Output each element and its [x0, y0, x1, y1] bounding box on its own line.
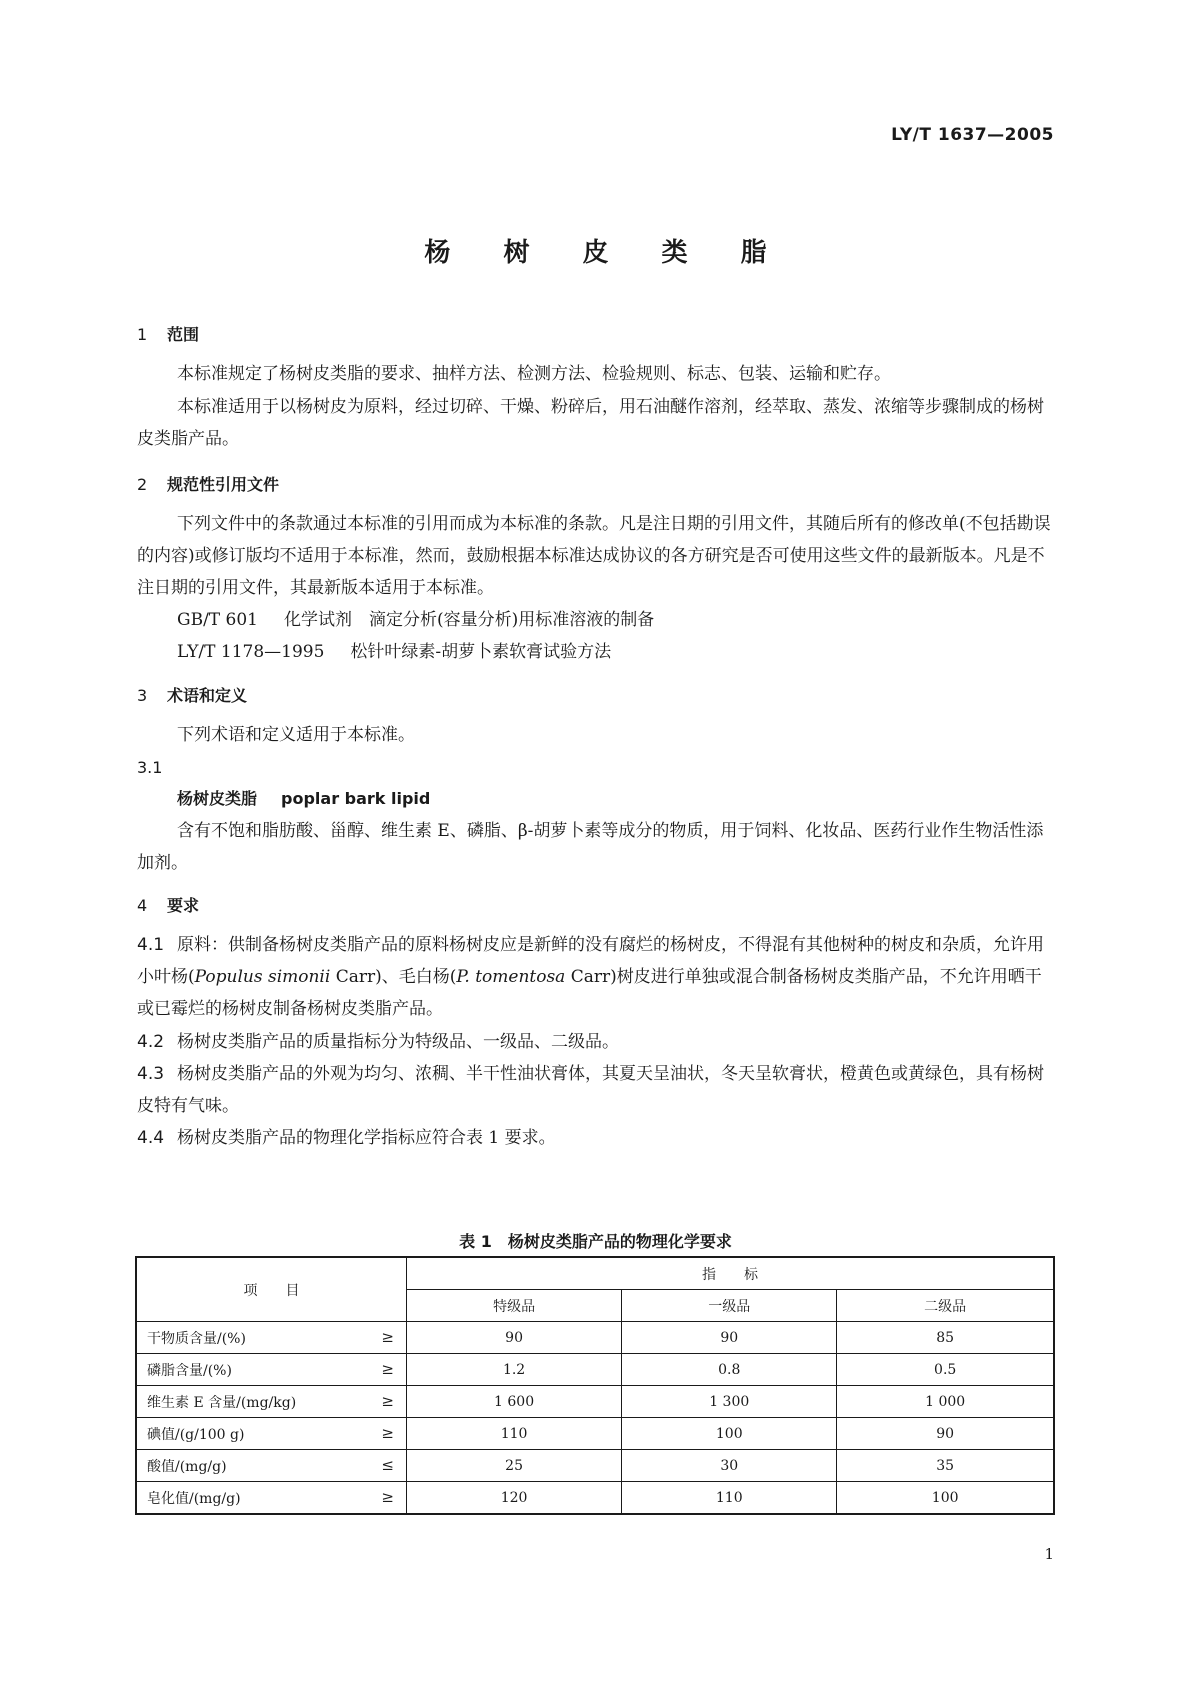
item-label: 维生素 E 含量/(mg/kg) [147, 1394, 297, 1411]
section-number: 2 [137, 475, 148, 494]
term-chinese: 杨树皮类脂 [177, 789, 258, 808]
term-definition: 含有不饱和脂肪酸、甾醇、维生素 E、磷脂、β-胡萝卜素等成分的物质，用于饲料、化妆品、医药行业作生物活性添加剂。 [137, 821, 1044, 873]
term-entry [177, 786, 430, 809]
section-number: 4 [137, 896, 148, 915]
latin-name: Populus simonii [194, 967, 331, 987]
value-cell: 35 [837, 1450, 1054, 1482]
standard-code: LY/T 1637—2005 [891, 125, 1054, 145]
grade-header: 一级品 [622, 1290, 837, 1322]
section-1-para-2: 本标准适用于以杨树皮为原料，经过切碎、干燥、粉碎后，用石油醚作溶剂，经萃取、蒸发、浓缩等步骤制成的杨树皮类脂产品。 [137, 397, 1044, 449]
value-cell: 90 [622, 1322, 837, 1354]
item-cell [136, 1386, 407, 1418]
item-cell [136, 1450, 407, 1482]
section-number: 3 [137, 686, 148, 705]
reference-item [177, 637, 611, 662]
comparison-symbol: ≥ [381, 1360, 394, 1378]
comparison-symbol: ≥ [381, 1392, 394, 1410]
comparison-symbol: ≥ [381, 1328, 394, 1346]
item-label: 磷脂含量/(%) [147, 1362, 232, 1379]
document-title: 杨 树 皮 类 脂 [424, 238, 789, 268]
section-2-para-1: 下列文件中的条款通过本标准的引用而成为本标准的条款。凡是注日期的引用文件，其随后所有的修改单(不包括勘误的内容)或修订版均不适用于本标准，然而，鼓励根据本标准达成协议的各方研究是否可使用这些文件的最新版本。凡是不注日期的引用文件，其最新版本适用于本标准。 [137, 514, 1051, 598]
clause-text: Carr)、毛白杨( [330, 967, 457, 987]
value-cell: 1 600 [407, 1386, 622, 1418]
value-cell: 30 [622, 1450, 837, 1482]
table-row [136, 1354, 1054, 1386]
comparison-symbol: ≥ [381, 1488, 394, 1506]
clause-4-1 [137, 929, 1055, 1025]
clause-4-4 [137, 1122, 1055, 1154]
value-cell: 25 [407, 1450, 622, 1482]
value-cell: 1 000 [837, 1386, 1054, 1418]
item-cell [136, 1482, 407, 1515]
value-cell: 100 [622, 1418, 837, 1450]
clause-text: 杨树皮类脂产品的质量指标分为特级品、一级品、二级品。 [177, 1032, 619, 1052]
reference-title: 松针叶绿素-胡萝卜素软膏试验方法 [350, 642, 612, 662]
table-row [136, 1450, 1054, 1482]
clause-number: 4.2 [137, 1032, 165, 1052]
clause-4-3 [137, 1058, 1055, 1122]
table-header-row [136, 1257, 1054, 1290]
reference-code: GB/T 601 [177, 610, 258, 630]
section-1-heading [137, 322, 199, 345]
section-1-para-1: 本标准规定了杨树皮类脂的要求、抽样方法、检测方法、检验规则、标志、包装、运输和贮存。 [177, 364, 891, 384]
item-label: 皂化值/(mg/g) [147, 1490, 241, 1507]
latin-name: P. tomentosa [456, 967, 566, 987]
grade-header: 二级品 [837, 1290, 1054, 1322]
value-cell: 1.2 [407, 1354, 622, 1386]
clause-text: 杨树皮类脂产品的物理化学指标应符合表 1 要求。 [177, 1128, 556, 1148]
item-label: 干物质含量/(%) [147, 1330, 246, 1347]
value-cell: 90 [407, 1322, 622, 1354]
item-label: 酸值/(mg/g) [147, 1458, 227, 1475]
comparison-symbol: ≥ [381, 1424, 394, 1442]
section-2-heading [137, 472, 279, 495]
clause-number: 4.1 [137, 935, 165, 955]
value-cell: 1 300 [622, 1386, 837, 1418]
term-english: poplar bark lipid [281, 789, 431, 808]
section-3-para-1: 下列术语和定义适用于本标准。 [177, 725, 415, 745]
clause-text: Carr)树皮进行单独或混合制备杨树皮类脂产品，不允许用晒干或已霉烂的杨树皮制备杨树皮类脂产品。 [137, 967, 1042, 1019]
subclause-number: 3.1 [137, 758, 163, 777]
value-cell: 110 [622, 1482, 837, 1515]
value-cell: 0.5 [837, 1354, 1054, 1386]
value-cell: 120 [407, 1482, 622, 1515]
section-title: 范围 [167, 325, 200, 344]
item-header: 项 目 [136, 1257, 407, 1322]
page-number: 1 [1044, 1545, 1054, 1563]
section-number: 1 [137, 325, 148, 344]
clause-text: 原料：供制备杨树皮类脂产品的原料杨树皮应是新鲜的没有腐烂的杨树皮，不得混有其他树种的树皮和杂质，允许用小叶杨( [137, 935, 1044, 987]
requirements-table [135, 1256, 1055, 1515]
clause-number: 4.4 [137, 1128, 165, 1148]
clause-number: 4.3 [137, 1064, 165, 1084]
section-4-heading [137, 893, 199, 916]
table-row [136, 1386, 1054, 1418]
table-row [136, 1482, 1054, 1515]
section-title: 规范性引用文件 [167, 475, 280, 494]
grade-header: 特级品 [407, 1290, 622, 1322]
value-cell: 90 [837, 1418, 1054, 1450]
table-caption: 表 1 杨树皮类脂产品的物理化学要求 [459, 1232, 732, 1251]
clause-text: 杨树皮类脂产品的外观为均匀、浓稠、半干性油状膏体，其夏天呈油状，冬天呈软膏状，橙黄色或黄绿色，具有杨树皮特有气味。 [137, 1064, 1044, 1116]
reference-title: 化学试剂 滴定分析(容量分析)用标准溶液的制备 [284, 610, 655, 630]
value-cell: 0.8 [622, 1354, 837, 1386]
table-row [136, 1322, 1054, 1354]
item-label: 碘值/(g/100 g) [147, 1426, 245, 1443]
value-cell: 100 [837, 1482, 1054, 1515]
section-3-heading [137, 683, 247, 706]
section-title: 术语和定义 [167, 686, 248, 705]
item-cell [136, 1322, 407, 1354]
table-row [136, 1418, 1054, 1450]
reference-item [177, 605, 654, 630]
value-cell: 110 [407, 1418, 622, 1450]
item-cell [136, 1354, 407, 1386]
comparison-symbol: ≤ [381, 1456, 394, 1474]
index-header: 指 标 [407, 1257, 1055, 1290]
section-title: 要求 [167, 896, 200, 915]
clause-4-2 [137, 1026, 1055, 1058]
value-cell: 85 [837, 1322, 1054, 1354]
reference-code: LY/T 1178—1995 [177, 642, 325, 662]
item-cell [136, 1418, 407, 1450]
